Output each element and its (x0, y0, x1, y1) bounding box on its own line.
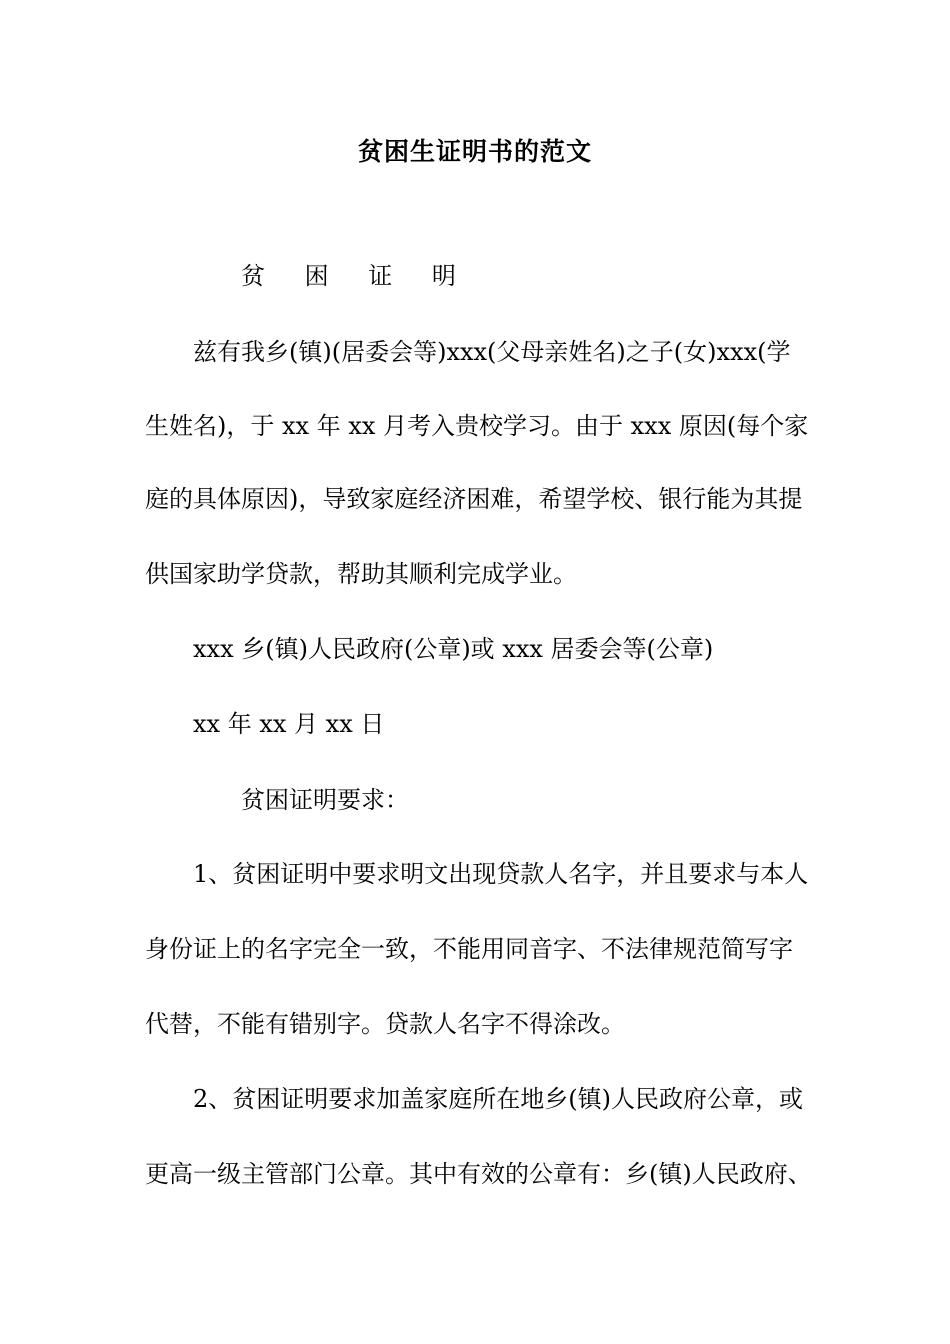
date-line: xx 年 xx 月 xx 日 (193, 710, 385, 738)
requirement-line: 代替，不能有错别字。贷款人名字不得涂改。 (145, 1010, 625, 1038)
requirements-heading: 贫困证明要求： (241, 786, 409, 814)
requirement-line: 身份证上的名字完全一致，不能用同音字、不法律规范简写字 (145, 935, 793, 963)
body-line: 供国家助学贷款，帮助其顺利完成学业。 (145, 560, 577, 588)
issuer-line: xxx 乡(镇)人民政府(公章)或 xxx 居委会等(公章) (193, 635, 714, 663)
certificate-heading: 贫 困 证 明 (241, 262, 472, 290)
requirement-line: 1、贫困证明中要求明文出现贷款人名字，并且要求与本人 (193, 860, 809, 888)
body-line: 兹有我乡(镇)(居委会等)xxx(父母亲姓名)之子(女)xxx(学 (193, 338, 791, 366)
requirement-line: 更高一级主管部门公章。其中有效的公章有：乡(镇)人民政府、 (145, 1160, 812, 1188)
requirement-line: 2、贫困证明要求加盖家庭所在地乡(镇)人民政府公章，或 (193, 1085, 803, 1113)
body-line: 生姓名)，于 xx 年 xx 月考入贵校学习。由于 xxx 原因(每个家 (145, 412, 809, 440)
document-title: 贫困生证明书的范文 (357, 137, 592, 166)
body-line: 庭的具体原因)，导致家庭经济困难，希望学校、银行能为其提 (145, 485, 803, 513)
